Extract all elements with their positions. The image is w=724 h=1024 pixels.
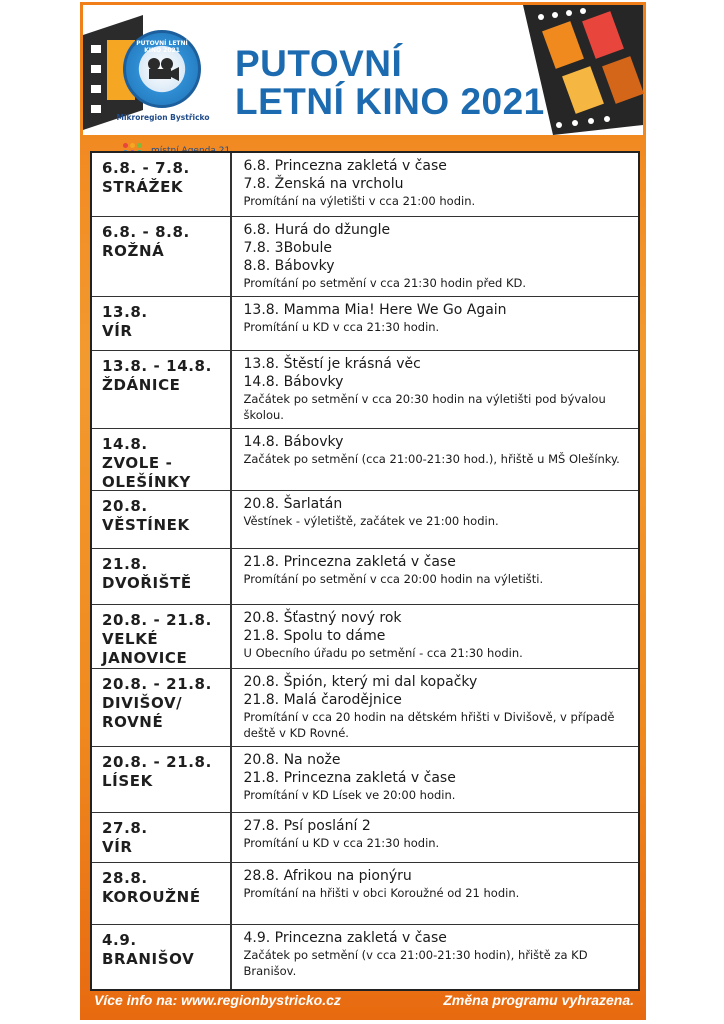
venue-name: ROVNÉ xyxy=(102,713,164,731)
venue-cell xyxy=(92,925,230,989)
header xyxy=(83,5,643,135)
table-row xyxy=(92,491,638,549)
venue-date: 4.9. xyxy=(102,931,137,949)
table-row xyxy=(92,925,638,989)
venue-date: 20.8. - 21.8. xyxy=(102,675,212,693)
venue-cell xyxy=(92,429,230,490)
venue-date: 13.8. xyxy=(102,303,148,321)
venue-date: 20.8. - 21.8. xyxy=(102,753,212,771)
venue-name: BRANIŠOV xyxy=(102,950,195,968)
venue-cell xyxy=(92,549,230,604)
venue-name: DVOŘIŠTĚ xyxy=(102,574,192,592)
screening-note: Začátek po setmění (cca 21:00-21:30 hod.), hřiště u MŠ Olešínky. xyxy=(243,452,620,466)
table-row xyxy=(92,813,638,863)
venue-date: 6.8. - 8.8. xyxy=(102,223,190,241)
venue-name: ŽDÁNICE xyxy=(102,376,181,394)
venue-name: ZVOLE - xyxy=(102,454,173,472)
movie-title: 21.8. Spolu to dáme xyxy=(243,628,386,644)
screening-cell xyxy=(232,297,639,350)
table-row xyxy=(92,605,638,669)
table-row xyxy=(92,297,638,351)
movie-title: 8.8. Bábovky xyxy=(243,258,335,274)
screening-cell xyxy=(232,863,639,924)
screening-note: Promítání v KD Lísek ve 20:00 hodin. xyxy=(243,788,456,802)
table-row xyxy=(92,351,638,429)
screening-cell xyxy=(232,153,639,216)
venue-cell xyxy=(92,747,230,812)
screening-cell xyxy=(232,217,639,296)
movie-title: 13.8. Štěstí je krásná věc xyxy=(243,356,421,372)
logo-circle-text: PUTOVNÍ LETNÍ KINO 2021 xyxy=(136,40,188,54)
venue-name: VÍR xyxy=(102,322,133,340)
screening-note: Věstínek - výletiště, začátek ve 21:00 hodin. xyxy=(243,514,499,528)
movie-title: 20.8. Špión, který mi dal kopačky xyxy=(243,674,478,690)
screening-cell xyxy=(232,605,639,668)
screening-cell xyxy=(232,669,639,746)
venue-cell xyxy=(92,217,230,296)
title-line-2: LETNÍ KINO 2021 xyxy=(235,81,545,122)
venue-name: DIVIŠOV/ xyxy=(102,694,183,712)
table-row xyxy=(92,747,638,813)
venue-cell xyxy=(92,153,230,216)
title-line-1: PUTOVNÍ xyxy=(235,43,403,84)
venue-cell xyxy=(92,351,230,428)
footer xyxy=(94,992,634,1008)
movie-title: 21.8. Princezna zakletá v čase xyxy=(243,770,456,786)
screening-note: U Obecního úřadu po setmění - cca 21:30 hodin. xyxy=(243,646,523,660)
venue-date: 20.8. - 21.8. xyxy=(102,611,212,629)
movie-title: 4.9. Princezna zakletá v čase xyxy=(243,930,447,946)
movie-title: 14.8. Bábovky xyxy=(243,374,344,390)
movie-title: 7.8. Ženská na vrcholu xyxy=(243,176,404,192)
screening-note: Promítání v cca 20 hodin na dětském hřišti v Divišově, v případě deště v KD Rovné. xyxy=(243,710,615,740)
program-table xyxy=(90,151,640,991)
logo-subtitle: Mikroregion Bystřicko xyxy=(116,113,210,122)
footer-info: Více info na: www.regionbystricko.cz xyxy=(94,992,341,1008)
screening-cell xyxy=(232,747,639,812)
venue-cell xyxy=(92,813,230,862)
screening-cell xyxy=(232,549,639,604)
movie-title: 13.8. Mamma Mia! Here We Go Again xyxy=(243,302,507,318)
venue-name: JANOVICE xyxy=(102,649,188,667)
movie-title: 20.8. Na nože xyxy=(243,752,341,768)
screening-note: Promítání u KD v cca 21:30 hodin. xyxy=(243,836,440,850)
movie-title: 14.8. Bábovky xyxy=(243,434,344,450)
screening-note: Promítání po setmění v cca 20:00 hodin na výletišti. xyxy=(243,572,544,586)
footer-disclaimer: Změna programu vyhrazena. xyxy=(443,992,634,1008)
venue-date: 21.8. xyxy=(102,555,148,573)
film-camera-icon xyxy=(145,57,179,81)
venue-name: VĚSTÍNEK xyxy=(102,516,190,534)
movie-title: 6.8. Hurá do džungle xyxy=(243,222,391,238)
movie-title: 21.8. Malá čarodějnice xyxy=(243,692,402,708)
venue-name: ROŽNÁ xyxy=(102,242,165,260)
screening-note: Začátek po setmění v cca 20:30 hodin na výletišti pod bývalou školou. xyxy=(243,392,606,422)
venue-date: 13.8. - 14.8. xyxy=(102,357,212,375)
screening-cell xyxy=(232,813,639,862)
screening-cell xyxy=(232,429,639,490)
venue-cell xyxy=(92,297,230,350)
table-row xyxy=(92,217,638,297)
venue-date: 27.8. xyxy=(102,819,148,837)
venue-cell xyxy=(92,491,230,548)
kino-logo xyxy=(123,30,201,108)
movie-title: 28.8. Afrikou na pionýru xyxy=(243,868,412,884)
poster xyxy=(80,2,646,1020)
venue-cell xyxy=(92,669,230,746)
screening-note: Začátek po setmění (v cca 21:00-21:30 hodin), hřiště za KD Branišov. xyxy=(243,948,588,978)
venue-name: VELKÉ xyxy=(102,630,159,648)
venue-date: 14.8. xyxy=(102,435,148,453)
screening-cell xyxy=(232,351,639,428)
screening-note: Promítání u KD v cca 21:30 hodin. xyxy=(243,320,440,334)
table-row xyxy=(92,863,638,925)
venue-name: LÍSEK xyxy=(102,772,153,790)
table-row xyxy=(92,669,638,747)
venue-name: OLEŠÍNKY xyxy=(102,473,191,491)
screening-cell xyxy=(232,491,639,548)
venue-cell xyxy=(92,863,230,924)
venue-date: 6.8. - 7.8. xyxy=(102,159,190,177)
venue-cell xyxy=(92,605,230,668)
screening-note: Promítání na výletišti v cca 21:00 hodin. xyxy=(243,194,476,208)
venue-name: KOROUŽNÉ xyxy=(102,888,201,906)
page-title xyxy=(235,45,545,121)
table-row xyxy=(92,153,638,217)
movie-title: 20.8. Šťastný nový rok xyxy=(243,610,402,626)
movie-title: 6.8. Princezna zakletá v čase xyxy=(243,158,447,174)
movie-title: 27.8. Psí poslání 2 xyxy=(243,818,371,834)
table-row xyxy=(92,429,638,491)
table-row xyxy=(92,549,638,605)
venue-date: 20.8. xyxy=(102,497,148,515)
screening-cell xyxy=(232,925,639,989)
venue-name: STRÁŽEK xyxy=(102,178,184,196)
movie-title: 7.8. 3Bobule xyxy=(243,240,333,256)
screening-note: Promítání po setmění v cca 21:30 hodin před KD. xyxy=(243,276,527,290)
venue-name: VÍR xyxy=(102,838,133,856)
movie-title: 21.8. Princezna zakletá v čase xyxy=(243,554,456,570)
movie-title: 20.8. Šarlatán xyxy=(243,496,343,512)
venue-date: 28.8. xyxy=(102,869,148,887)
screening-note: Promítání na hřišti v obci Koroužné od 21 hodin. xyxy=(243,886,520,900)
